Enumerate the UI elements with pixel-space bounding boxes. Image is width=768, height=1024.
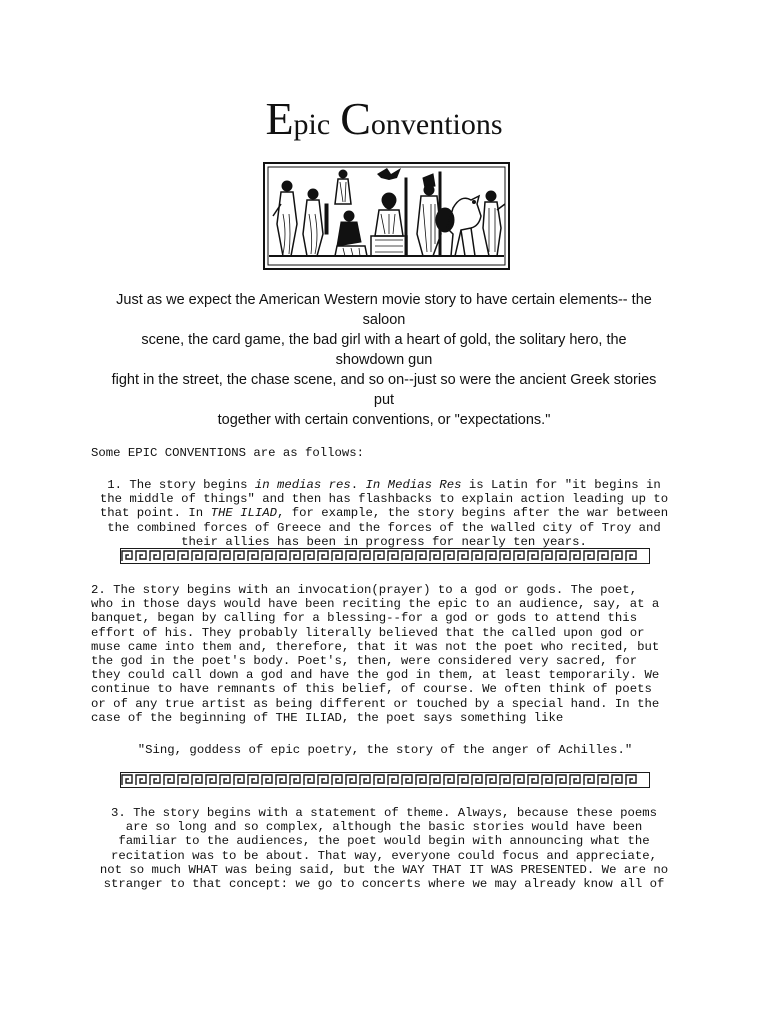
greek-vase-frieze-icon [263,162,510,270]
greek-key-segment [206,551,216,561]
greek-key-segment [220,775,230,785]
greek-key-segment [626,775,636,785]
greek-key-segment [388,551,398,561]
greek-key-segment [276,551,286,561]
greek-key-segment [444,775,454,785]
greek-key-border-icon [120,772,650,788]
greek-key-segment [374,775,384,785]
greek-key-segment [388,775,398,785]
greek-key-segment [570,775,580,785]
greek-key-segment [612,775,622,785]
greek-key-segment [122,551,132,561]
greek-key-segment [262,775,272,785]
greek-key-segment [332,775,342,785]
greek-key-segment [360,775,370,785]
greek-key-segment [486,551,496,561]
greek-key-segment [430,551,440,561]
greek-key-segment [556,551,566,561]
greek-key-segment [458,775,468,785]
greek-key-segment [136,551,146,561]
greek-key-segment [360,551,370,561]
greek-key-segment [122,775,132,785]
greek-key-segment [472,551,482,561]
convention-1-paragraph: 1. The story begins in medias res. In Medias Res is Latin for "it begins in the middle of things" and then has flashbacks to explain action leading up to that point. In THE ILIAD, for example, the story begins after the war between the combined forces of Greece and the forces of the walled city of Troy and their allies has been in progress for nearly ten years. [99,478,669,549]
greek-key-segment [220,551,230,561]
greek-key-segment [402,775,412,785]
greek-key-segment [612,551,622,561]
greek-key-segment [150,551,160,561]
greek-key-segment [262,551,272,561]
greek-key-segment [542,775,552,785]
greek-key-segment [584,775,594,785]
greek-key-border-icon [120,548,650,564]
greek-key-segment [570,551,580,561]
greek-key-segment [276,775,286,785]
greek-key-segment [374,551,384,561]
iliad-quote: "Sing, goddess of epic poetry, the story of the anger of Achilles." [137,743,633,757]
greek-key-segment [500,551,510,561]
greek-key-segment [164,551,174,561]
greek-key-segment [500,775,510,785]
greek-key-segment [444,551,454,561]
greek-key-segment [528,775,538,785]
greek-key-segment [164,775,174,785]
greek-key-segment [304,775,314,785]
greek-key-segment [332,551,342,561]
page-title: Epic Conventions [265,93,503,144]
greek-key-segment [528,551,538,561]
greek-key-segment [542,551,552,561]
greek-key-segment [458,551,468,561]
greek-key-segment [598,551,608,561]
greek-key-segment [626,551,636,561]
greek-key-segment [514,775,524,785]
greek-key-segment [416,551,426,561]
greek-key-segment [318,775,328,785]
intro-paragraph: Just as we expect the American Western movie story to have certain elements-- the saloon scene, the card game, the bad girl with a heart of gold, the solitary hero, the showdown gun fight in the street, the chase scene, and so on--just so were the ancient Greek stories put together with certain conventions, or "expectations." [111,292,657,428]
greek-key-segment [206,775,216,785]
greek-key-segment [430,775,440,785]
greek-key-segment [178,775,188,785]
greek-key-segment [402,551,412,561]
greek-key-segment [248,775,258,785]
greek-key-segment [248,551,258,561]
greek-key-segment [192,775,202,785]
greek-key-segment [290,775,300,785]
greek-key-segment [584,551,594,561]
section-heading: Some EPIC CONVENTIONS are as follows: [91,446,365,460]
greek-key-segment [514,551,524,561]
greek-key-segment [136,775,146,785]
greek-key-segment [318,551,328,561]
greek-key-segment [486,775,496,785]
greek-key-segment [346,775,356,785]
greek-key-segment [472,775,482,785]
convention-2-paragraph: 2. The story begins with an invocation(prayer) to a god or gods. The poet, who in those days would have been reciting the epic to an audience, say, at a banquet, began by calling for a blessing--for a god or gods to attend this effort of his. They probably literally believed that the called upon god or muse came into them and, therefore, that it was not the poet who recited, but the god in the poet's body. Poet's, then, were considered very sacred, for they could call down a god and have the god in them, at least temporarily. We continue to have remnants of this belief, of course. We often think of poets or of any true artist as being different or touched by a special hand. In the case of the beginning of THE ILIAD, the poet says something like [91,583,660,725]
greek-key-segment [416,775,426,785]
greek-key-segment [304,551,314,561]
greek-key-segment [598,775,608,785]
greek-key-segment [234,551,244,561]
greek-key-segment [290,551,300,561]
greek-key-segment [150,775,160,785]
greek-key-segment [556,775,566,785]
greek-key-segment [178,551,188,561]
greek-key-segment [192,551,202,561]
greek-key-segment [346,551,356,561]
greek-key-segment [234,775,244,785]
convention-3-paragraph: 3. The story begins with a statement of theme. Always, because these poems are so long and so complex, although the basic stories would have been familiar to the audiences, the poet would begin with announcing what the recitation was to be about. That way, everyone could focus and appreciate, not so much WHAT was being said, but the WAY THAT IT WAS PRESENTED. We are no stranger to that concept: we go to concerts where we may already know all of [99,806,669,892]
